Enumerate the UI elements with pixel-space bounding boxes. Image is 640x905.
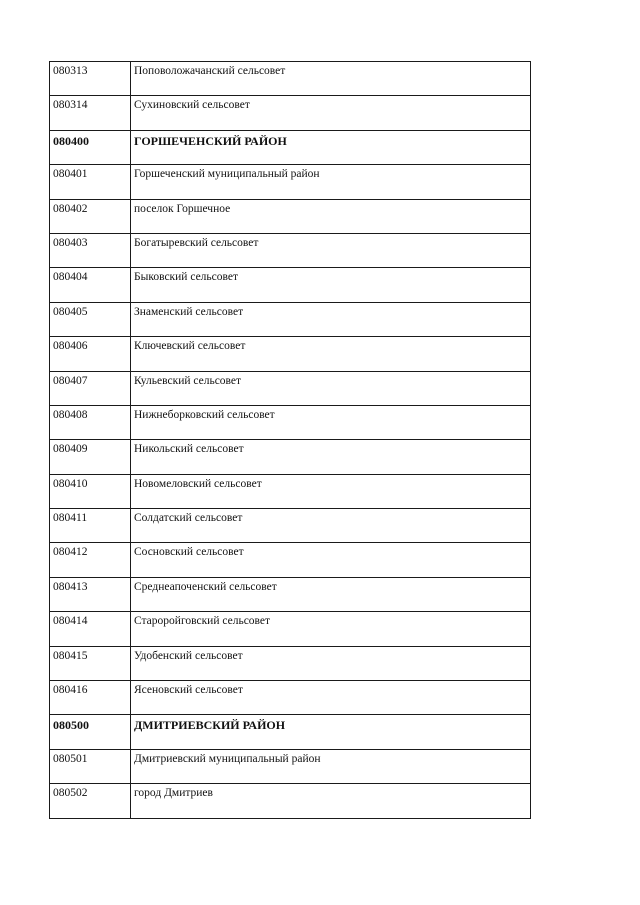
name-text: Дмитриевский муниципальный район <box>134 752 321 765</box>
name-cell <box>131 405 531 439</box>
code-cell <box>50 62 131 96</box>
code-cell <box>50 371 131 405</box>
table-row <box>50 337 531 371</box>
name-cell <box>131 509 531 543</box>
name-text: Сухиновский сельсовет <box>134 99 250 112</box>
name-text: Сосновский сельсовет <box>134 546 244 559</box>
code-cell <box>50 509 131 543</box>
name-text: город Дмитриев <box>134 787 213 800</box>
district-header-row <box>50 130 531 164</box>
name-cell <box>131 749 531 783</box>
name-text: Ясеновский сельсовет <box>134 684 243 697</box>
code-text: 080411 <box>53 512 88 525</box>
table-row <box>50 62 531 96</box>
name-text: Нижнеборковский сельсовет <box>134 408 275 421</box>
code-cell <box>50 165 131 199</box>
name-text: Удобенский сельсовет <box>134 649 243 662</box>
name-text: Быковский сельсовет <box>134 271 238 284</box>
name-cell <box>131 337 531 371</box>
code-text: 080410 <box>53 477 88 490</box>
code-cell <box>50 337 131 371</box>
name-cell <box>131 612 531 646</box>
code-text: 080408 <box>53 408 88 421</box>
table-row <box>50 543 531 577</box>
table-row <box>50 199 531 233</box>
name-cell <box>131 681 531 715</box>
name-text: Ключевский сельсовет <box>134 340 246 353</box>
code-cell <box>50 784 131 818</box>
table-body <box>50 62 531 819</box>
district-title: ГОРШЕЧЕНСКИЙ РАЙОН <box>134 133 287 148</box>
code-text: 080416 <box>53 684 88 697</box>
name-text: Поповоложачанский сельсовет <box>134 65 286 77</box>
name-text: поселок Горшечное <box>134 202 231 215</box>
table-row <box>50 302 531 336</box>
code-text: 080402 <box>53 202 88 215</box>
code-text: 080414 <box>53 615 88 628</box>
table-row <box>50 371 531 405</box>
table-row <box>50 268 531 302</box>
table-row <box>50 577 531 611</box>
table-row <box>50 405 531 439</box>
code-cell <box>50 646 131 680</box>
name-cell <box>131 577 531 611</box>
district-title: ДМИТРИЕВСКИЙ РАЙОН <box>134 718 286 733</box>
code-text: 080400 <box>53 133 89 148</box>
code-text: 080501 <box>53 752 88 765</box>
table-row <box>50 474 531 508</box>
name-cell <box>131 474 531 508</box>
name-text: Никольский сельсовет <box>134 443 244 456</box>
name-cell <box>131 715 531 749</box>
code-cell <box>50 577 131 611</box>
code-text: 080407 <box>53 374 88 387</box>
code-cell <box>50 681 131 715</box>
name-text: Богатыревский сельсовет <box>134 236 259 249</box>
name-text: Староройговский сельсовет <box>134 615 271 628</box>
name-cell <box>131 96 531 130</box>
name-text: Солдатский сельсовет <box>134 512 243 525</box>
code-cell <box>50 474 131 508</box>
name-text: Новомеловский сельсовет <box>134 477 262 490</box>
name-cell <box>131 543 531 577</box>
table-row <box>50 165 531 199</box>
name-cell <box>131 199 531 233</box>
table-row <box>50 646 531 680</box>
code-cell <box>50 199 131 233</box>
code-text: 080406 <box>53 340 88 353</box>
code-text: 080403 <box>53 236 88 249</box>
code-text: 080405 <box>53 305 88 318</box>
code-text: 080401 <box>53 168 88 181</box>
code-cell <box>50 96 131 130</box>
table-row <box>50 509 531 543</box>
code-cell <box>50 715 131 749</box>
name-text: Кульевский сельсовет <box>134 374 242 387</box>
code-cell <box>50 612 131 646</box>
code-text: 080412 <box>53 546 88 559</box>
name-cell <box>131 371 531 405</box>
code-text: 080314 <box>53 99 88 112</box>
code-cell <box>50 749 131 783</box>
name-text: Знаменский сельсовет <box>134 305 244 318</box>
name-cell <box>131 268 531 302</box>
name-cell <box>131 130 531 164</box>
code-cell <box>50 405 131 439</box>
code-text: 080500 <box>53 718 89 733</box>
name-cell <box>131 62 531 96</box>
name-text: Среднеапоченский сельсовет <box>134 580 277 593</box>
name-cell <box>131 646 531 680</box>
code-text: 080502 <box>53 787 88 800</box>
code-cell <box>50 268 131 302</box>
code-text: 080404 <box>53 271 88 284</box>
district-header-row <box>50 715 531 749</box>
code-cell <box>50 130 131 164</box>
code-cell <box>50 302 131 336</box>
name-text: Горшеченский муниципальный район <box>134 168 320 181</box>
code-text: 080313 <box>53 65 88 77</box>
code-cell <box>50 440 131 474</box>
table-row <box>50 440 531 474</box>
code-text: 080413 <box>53 580 88 593</box>
code-cell <box>50 233 131 267</box>
table-row <box>50 612 531 646</box>
name-cell <box>131 440 531 474</box>
name-cell <box>131 784 531 818</box>
municipality-code-table <box>49 61 531 819</box>
table-row <box>50 96 531 130</box>
code-cell <box>50 543 131 577</box>
name-cell <box>131 302 531 336</box>
code-text: 080415 <box>53 649 88 662</box>
table-row <box>50 749 531 783</box>
code-text: 080409 <box>53 443 88 456</box>
name-cell <box>131 165 531 199</box>
table-row <box>50 784 531 818</box>
table-row <box>50 233 531 267</box>
table-row <box>50 681 531 715</box>
name-cell <box>131 233 531 267</box>
